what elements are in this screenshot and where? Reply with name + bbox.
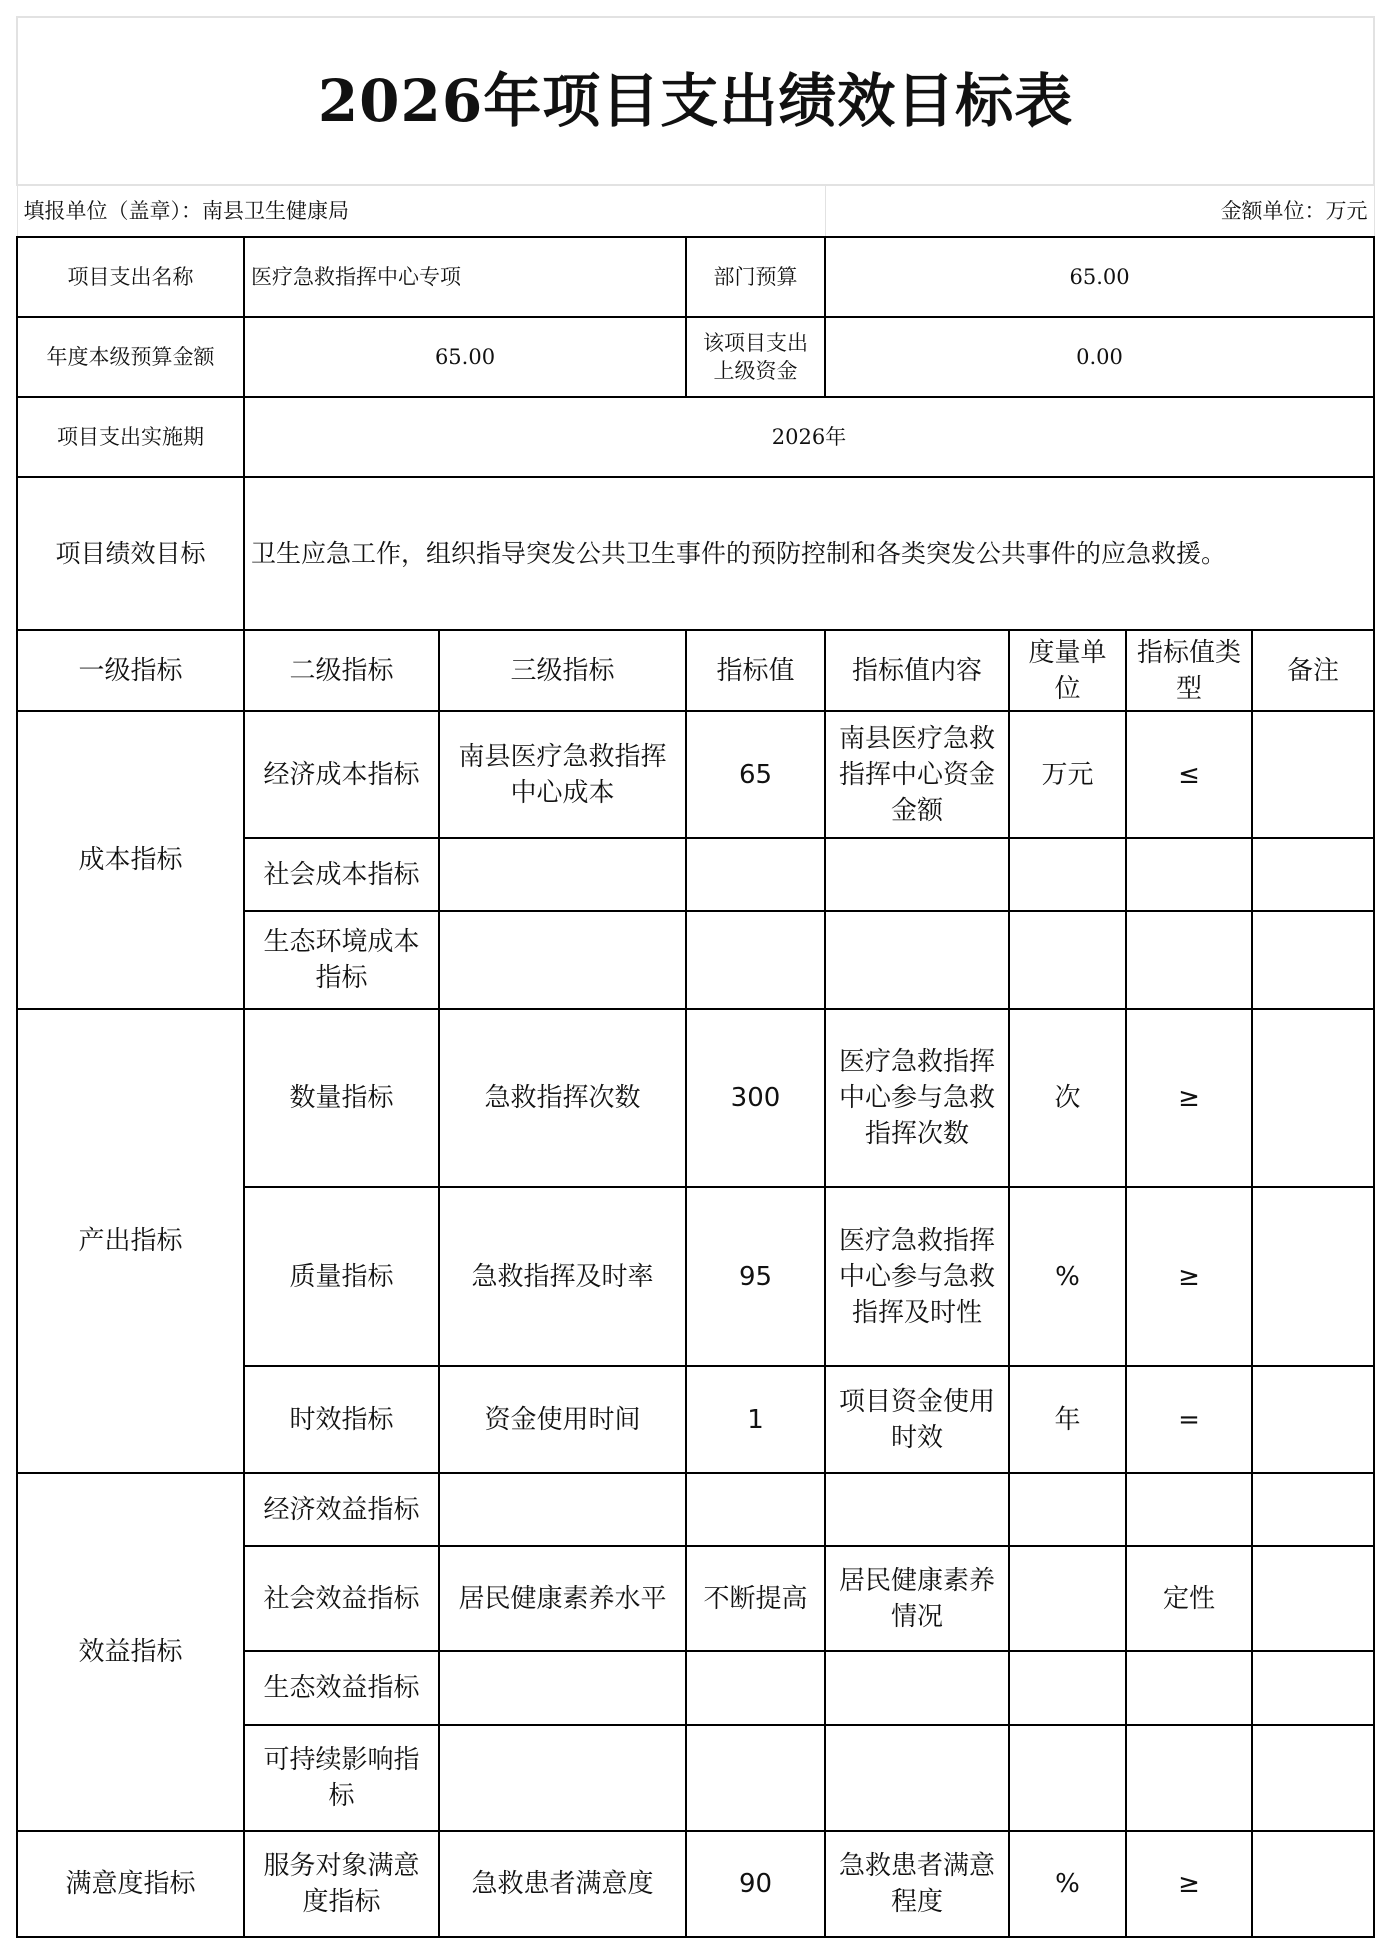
indicator-content: 医疗急救指挥中心参与急救指挥次数 (825, 1009, 1009, 1187)
level3-indicator: 南县医疗急救指挥中心成本 (439, 711, 686, 838)
indicator-value (686, 911, 825, 1009)
measure-unit (1009, 1546, 1126, 1651)
remark (1252, 1473, 1374, 1546)
upper-funds-value: 0.00 (825, 317, 1374, 397)
level2-indicator: 社会成本指标 (244, 838, 439, 911)
reporting-unit: 填报单位（盖章）：南县卫生健康局 (17, 185, 825, 237)
goal-value: 卫生应急工作，组织指导突发公共卫生事件的预防控制和各类突发公共事件的应急救援。 (244, 477, 1374, 630)
indicator-value (686, 838, 825, 911)
annual-budget-label: 年度本级预算金额 (17, 317, 244, 397)
indicator-content: 居民健康素养情况 (825, 1546, 1009, 1651)
indicator-value (686, 1725, 825, 1831)
indicator-value (686, 1651, 825, 1725)
value-type: ≥ (1126, 1009, 1252, 1187)
column-header: 备注 (1252, 630, 1374, 711)
project-name-value: 医疗急救指挥中心专项 (244, 237, 686, 317)
remark (1252, 1831, 1374, 1937)
period-label: 项目支出实施期 (17, 397, 244, 477)
indicator-value: 65 (686, 711, 825, 838)
level2-indicator: 生态环境成本指标 (244, 911, 439, 1009)
measure-unit: % (1009, 1187, 1126, 1366)
column-header: 指标值内容 (825, 630, 1009, 711)
level2-indicator: 经济成本指标 (244, 711, 439, 838)
measure-unit: 年 (1009, 1366, 1126, 1473)
table-row (17, 711, 1374, 838)
remark (1252, 911, 1374, 1009)
indicator-value: 300 (686, 1009, 825, 1187)
upper-funds-label: 该项目支出上级资金 (686, 317, 825, 397)
performance-target-table (16, 16, 1375, 1938)
table-row (17, 1473, 1374, 1546)
table-row (17, 1009, 1374, 1187)
level2-indicator: 可持续影响指标 (244, 1725, 439, 1831)
level3-indicator: 资金使用时间 (439, 1366, 686, 1473)
measure-unit: % (1009, 1831, 1126, 1937)
value-type: ≥ (1126, 1831, 1252, 1937)
measure-unit: 万元 (1009, 711, 1126, 838)
column-header: 度量单位 (1009, 630, 1126, 711)
indicator-content (825, 1651, 1009, 1725)
level3-indicator (439, 1725, 686, 1831)
page-title: 2026年项目支出绩效目标表 (17, 17, 1374, 185)
level2-indicator: 社会效益指标 (244, 1546, 439, 1651)
level3-indicator: 急救患者满意度 (439, 1831, 686, 1937)
level2-indicator: 质量指标 (244, 1187, 439, 1366)
value-type (1126, 1473, 1252, 1546)
value-type: 定性 (1126, 1546, 1252, 1651)
measure-unit (1009, 1651, 1126, 1725)
dept-budget-value: 65.00 (825, 237, 1374, 317)
indicator-content (825, 1473, 1009, 1546)
level3-indicator: 急救指挥及时率 (439, 1187, 686, 1366)
column-header: 指标值类型 (1126, 630, 1252, 711)
remark (1252, 1187, 1374, 1366)
value-type (1126, 911, 1252, 1009)
column-header: 一级指标 (17, 630, 244, 711)
indicator-value (686, 1473, 825, 1546)
remark (1252, 1651, 1374, 1725)
level1-indicator: 成本指标 (17, 711, 244, 1009)
indicator-content: 医疗急救指挥中心参与急救指挥及时性 (825, 1187, 1009, 1366)
level2-indicator: 服务对象满意度指标 (244, 1831, 439, 1937)
column-header: 三级指标 (439, 630, 686, 711)
value-type: ≤ (1126, 711, 1252, 838)
level1-indicator: 效益指标 (17, 1473, 244, 1831)
remark (1252, 711, 1374, 838)
level3-indicator (439, 911, 686, 1009)
level3-indicator: 急救指挥次数 (439, 1009, 686, 1187)
remark (1252, 1009, 1374, 1187)
goal-label: 项目绩效目标 (17, 477, 244, 630)
indicator-content: 南县医疗急救指挥中心资金金额 (825, 711, 1009, 838)
dept-budget-label: 部门预算 (686, 237, 825, 317)
project-name-label: 项目支出名称 (17, 237, 244, 317)
column-header: 二级指标 (244, 630, 439, 711)
remark (1252, 1546, 1374, 1651)
level2-indicator: 时效指标 (244, 1366, 439, 1473)
value-type (1126, 838, 1252, 911)
level3-indicator (439, 1651, 686, 1725)
measure-unit (1009, 1725, 1126, 1831)
indicator-content: 项目资金使用时效 (825, 1366, 1009, 1473)
level1-indicator: 产出指标 (17, 1009, 244, 1473)
indicator-content (825, 1725, 1009, 1831)
header-row (17, 630, 1374, 711)
level2-indicator: 生态效益指标 (244, 1651, 439, 1725)
indicator-value: 不断提高 (686, 1546, 825, 1651)
measure-unit (1009, 911, 1126, 1009)
level2-indicator: 经济效益指标 (244, 1473, 439, 1546)
indicator-content (825, 911, 1009, 1009)
period-value: 2026年 (244, 397, 1374, 477)
remark (1252, 1366, 1374, 1473)
indicator-value: 1 (686, 1366, 825, 1473)
measure-unit (1009, 1473, 1126, 1546)
level3-indicator (439, 1473, 686, 1546)
level3-indicator (439, 838, 686, 911)
indicator-content: 急救患者满意程度 (825, 1831, 1009, 1937)
value-type: = (1126, 1366, 1252, 1473)
level3-indicator: 居民健康素养水平 (439, 1546, 686, 1651)
column-header: 指标值 (686, 630, 825, 711)
level1-indicator: 满意度指标 (17, 1831, 244, 1937)
remark (1252, 838, 1374, 911)
indicator-content (825, 838, 1009, 911)
indicator-value: 95 (686, 1187, 825, 1366)
indicator-value: 90 (686, 1831, 825, 1937)
measure-unit: 次 (1009, 1009, 1126, 1187)
currency-unit: 金额单位：万元 (825, 185, 1374, 237)
value-type (1126, 1651, 1252, 1725)
remark (1252, 1725, 1374, 1831)
measure-unit (1009, 838, 1126, 911)
value-type (1126, 1725, 1252, 1831)
table-row (17, 1831, 1374, 1937)
annual-budget-value: 65.00 (244, 317, 686, 397)
value-type: ≥ (1126, 1187, 1252, 1366)
level2-indicator: 数量指标 (244, 1009, 439, 1187)
